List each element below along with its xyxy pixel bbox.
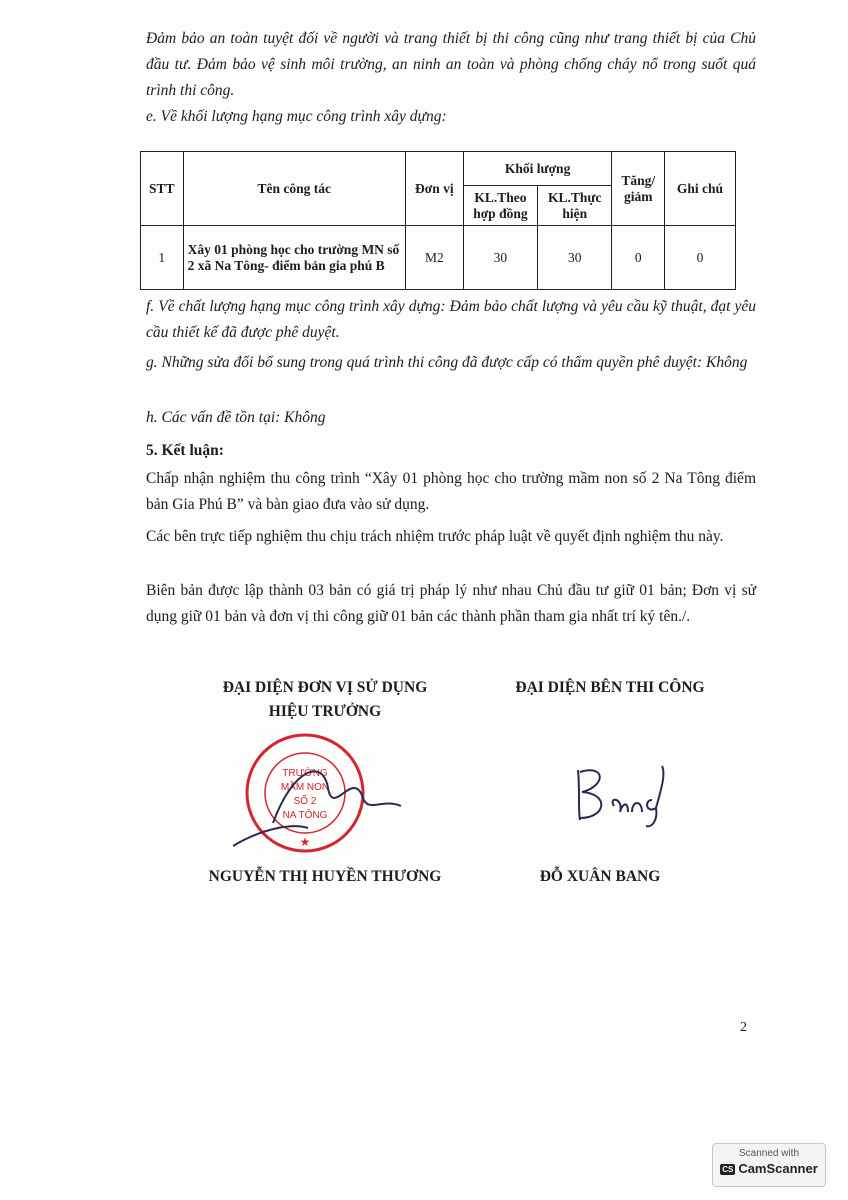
cell-task-name: Xây 01 phòng học cho trường MN số 2 xã Na Tông- điểm bản gia phú B <box>183 226 405 290</box>
scanner-badge-brand <box>713 1161 825 1176</box>
section-h: h. Các vấn đề tồn tại: Không <box>146 409 326 426</box>
left-signatory-block <box>190 676 460 724</box>
work-volume-table <box>140 151 736 290</box>
scanner-badge-line1: Scanned with <box>738 1148 800 1159</box>
conclusion-heading: 5. Kết luận: <box>146 442 224 459</box>
header-contract-volume: KL.Theo hợp đồng <box>463 186 537 226</box>
scanner-watermark-badge <box>712 1143 826 1187</box>
header-actual-volume: KL.Thực hiện <box>538 186 612 226</box>
header-stt: STT <box>141 152 184 226</box>
cell-stt: 1 <box>141 226 184 290</box>
table-row <box>141 226 736 290</box>
official-seal-stamp <box>233 728 403 858</box>
svg-text:SỐ 2: SỐ 2 <box>293 796 317 807</box>
header-change: Tăng/ giảm <box>612 152 665 226</box>
cell-unit: M2 <box>405 226 463 290</box>
conclusion-paragraph-3: Biên bản được lập thành 03 bản có giá trị pháp lý như nhau Chủ đầu tư giữ 01 bản; Đơn vị sử dụng giữ 01 bản và đơn vị thi công giữ 01 bản các thành phần tham gia nhất trí ký tên./. <box>146 582 756 625</box>
handwritten-signature <box>566 760 676 830</box>
svg-text:MẦM NON: MẦM NON <box>280 782 330 793</box>
header-unit: Đơn vị <box>405 152 463 226</box>
right-signatory-name: ĐỖ XUÂN BANG <box>539 868 661 885</box>
section-g: g. Những sửa đổi bổ sung trong quá trình thi công đã được cấp có thẩm quyền phê duyệt: Không <box>146 354 748 371</box>
conclusion-paragraph-2: Các bên trực tiếp nghiệm thu chịu trách nhiệm trước pháp luật về quyết định nghiệm thu này. <box>146 528 724 545</box>
header-volume: Khối lượng <box>463 152 612 186</box>
section-f: f. Về chất lượng hạng mục công trình xây dựng: Đảm bảo chất lượng và yêu cầu kỹ thuật, đạt yêu cầu thiết kế đã được phê duyệt. <box>146 298 756 341</box>
conclusion-paragraph-1: Chấp nhận nghiệm thu công trình “Xây 01 phòng học cho trường mầm non số 2 Na Tông điểm bản Gia Phú B” và bàn giao đưa vào sử dụng. <box>146 470 756 513</box>
camscanner-logo-icon: CS <box>722 1165 734 1175</box>
left-signatory-subtitle: HIỆU TRƯỞNG <box>268 703 382 720</box>
svg-text:TRƯỜNG: TRƯỜNG <box>282 768 328 779</box>
cell-change: 0 <box>612 226 665 290</box>
page-number: 2 <box>740 1020 747 1035</box>
left-signatory-title: ĐẠI DIỆN ĐƠN VỊ SỬ DỤNG <box>222 679 428 696</box>
scanner-badge-line2: CamScanner <box>738 1161 818 1176</box>
left-signatory-name: NGUYỄN THỊ HUYỀN THƯƠNG <box>208 868 442 885</box>
cell-note: 0 <box>664 226 735 290</box>
section-e-heading: e. Về khối lượng hạng mục công trình xây dựng: <box>146 108 447 125</box>
cell-actual-volume: 30 <box>538 226 612 290</box>
svg-text:NA TÔNG: NA TÔNG <box>282 810 328 821</box>
cell-contract-volume: 30 <box>463 226 537 290</box>
right-signatory-title: ĐẠI DIỆN BÊN THI CÔNG <box>515 679 705 696</box>
header-note: Ghi chú <box>664 152 735 226</box>
safety-paragraph: Đảm bảo an toàn tuyệt đối về người và trang thiết bị thi công cũng như trang thiết bị của Chủ đầu tư. Đảm bảo vệ sinh môi trường, an ninh an toàn và phòng chống cháy nổ trong suốt quá trình thi công. <box>146 30 756 99</box>
svg-text:★: ★ <box>299 835 311 849</box>
header-task-name: Tên công tác <box>183 152 405 226</box>
